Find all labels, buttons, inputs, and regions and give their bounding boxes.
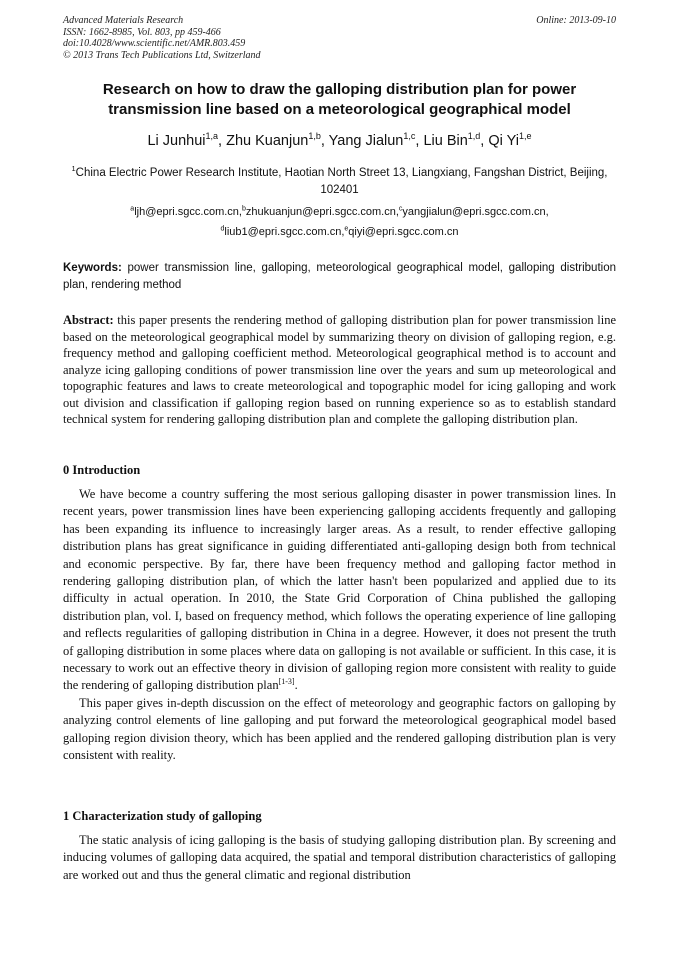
author-separator: , — [218, 133, 227, 149]
affiliation-sup: 1 — [71, 164, 76, 174]
title-line-1: Research on how to draw the galloping distribution plan for power — [102, 81, 577, 98]
email-sup: d — [220, 225, 225, 233]
citation-ref: [1-3] — [278, 677, 295, 687]
author-separator: , — [415, 133, 424, 149]
author-name: Yang Jialun — [328, 133, 404, 149]
email-sup: a — [130, 205, 135, 213]
email-sup: e — [344, 225, 349, 233]
journal-name: Advanced Materials Research — [63, 15, 184, 26]
author-name: Qi Yi — [488, 133, 519, 149]
paragraph: This paper gives in-depth discussion on the effect of meteorology and geographic factors on galloping by analyzing control elements of line galloping and put forward the meteorological geographical model based galloping region division theory, which has been applied and the rendered galloping distribution plan is very consistent with reality. — [63, 695, 616, 763]
author-name: Li Junhui — [147, 133, 206, 149]
paper-title — [63, 80, 616, 120]
running-header — [63, 15, 616, 61]
email-sup: b — [241, 205, 246, 213]
online-date: Online: 2013-09-10 — [536, 15, 616, 26]
doi-line: doi:10.4028/www.scientific.net/AMR.803.459 — [63, 38, 246, 49]
author-list — [63, 132, 616, 150]
author-sup: 1,c — [403, 131, 416, 142]
email-list — [63, 202, 616, 242]
email-address: qiyi@epri.sgcc.com.cn — [348, 226, 459, 238]
keywords-text: power transmission line, galloping, meteorological geographical model, galloping distribution plan, rendering method — [63, 262, 616, 291]
issn-line: ISSN: 1662-8985, Vol. 803, pp 459-466 — [63, 26, 221, 38]
affiliation-text: China Electric Power Research Institute, Haotian North Street 13, Liangxiang, Fangshan District, Beijing, 102401 — [75, 167, 608, 196]
keywords — [63, 260, 616, 293]
abstract-label: Abstract: — [63, 313, 114, 327]
title-line-2: transmission line based on a meteorological geographical model — [108, 101, 571, 118]
author-sup: 1,b — [308, 131, 321, 142]
author-name: Zhu Kuanjun — [226, 133, 309, 149]
email-address: zhukuanjun@epri.sgcc.com.cn, — [245, 206, 399, 218]
abstract — [63, 312, 616, 428]
abstract-text: this paper presents the rendering method of galloping distribution plan for power transmission line based on the meteorological geographical model by summarizing theory on division of galloping region, e.g. frequency method and galloping coefficient method. Meteorological geographical method is to account and analyze icing galloping conditions of power transmission line over the years and sum up meteorological and topographic features and laws to create meteorological and topographic model for icing galloping and work out division and classification if galloping region based on running experience so as to establish standard technical system for rendering galloping distribution plan and complete the galloping distribution plan. — [63, 313, 617, 426]
paragraph — [63, 486, 616, 695]
copyright-line: © 2013 Trans Tech Publications Ltd, Switzerland — [63, 49, 261, 61]
paragraph-end: . — [294, 678, 298, 693]
email-address: liub1@epri.sgcc.com.cn, — [224, 226, 345, 238]
introduction-body — [63, 486, 616, 765]
author-sup: 1,d — [467, 131, 481, 142]
email-line-2 — [63, 222, 616, 242]
author-sup: 1,a — [205, 131, 219, 142]
section-heading-introduction: 0 Introduction — [63, 463, 141, 477]
author-sup: 1,e — [518, 131, 532, 142]
keywords-label: Keywords: — [63, 262, 122, 274]
paragraph: The static analysis of icing galloping is the basis of studying galloping distribution plan. By screening and inducing volumes of galloping data acquired, the spatial and temporal distribution characteristics of galloping are worked out and thus the general climatic and regional distribution — [63, 833, 616, 882]
email-address: ljh@epri.sgcc.com.cn, — [134, 206, 242, 218]
author-separator: , — [480, 133, 489, 149]
section-heading-characterization: 1 Characterization study of galloping — [63, 809, 262, 823]
journal-info — [63, 15, 261, 61]
author-separator: , — [320, 133, 329, 149]
email-sup: c — [398, 205, 403, 213]
affiliation — [63, 165, 616, 199]
characterization-body — [63, 832, 616, 884]
author-name: Liu Bin — [423, 133, 468, 149]
email-address: yangjialun@epri.sgcc.com.cn, — [402, 206, 549, 218]
email-line-1 — [63, 202, 616, 222]
paragraph-text: We have become a country suffering the most serious galloping disaster in power transmission lines. In recent years, power transmission lines have been experiencing galloping accidents frequently and galloping has been expanding its influence to increasingly larger areas. As a result, to render effective galloping distribution plans has great significance in guiding differentiated anti-galloping design both from technical and economic perspective. By far, there have been frequency method and galloping factor method in rendering galloping distribution plan, of which the latter hasn't been popularized and applied due to its difficulty in actual operation. In 2010, the State Grid Corporation of China published the galloping distribution plan, vol. I, based on frequency method, which follows the operating experience of line galloping and reflects regularities of galloping distribution in China in a degree. However, it does not present the truth of galloping distribution in some places where data on galloping is not available or sufficient. In this case, it is necessary to work out an effective theory in division of galloping region more consistent with reality to guide the rendering of galloping distribution plan — [63, 487, 616, 693]
